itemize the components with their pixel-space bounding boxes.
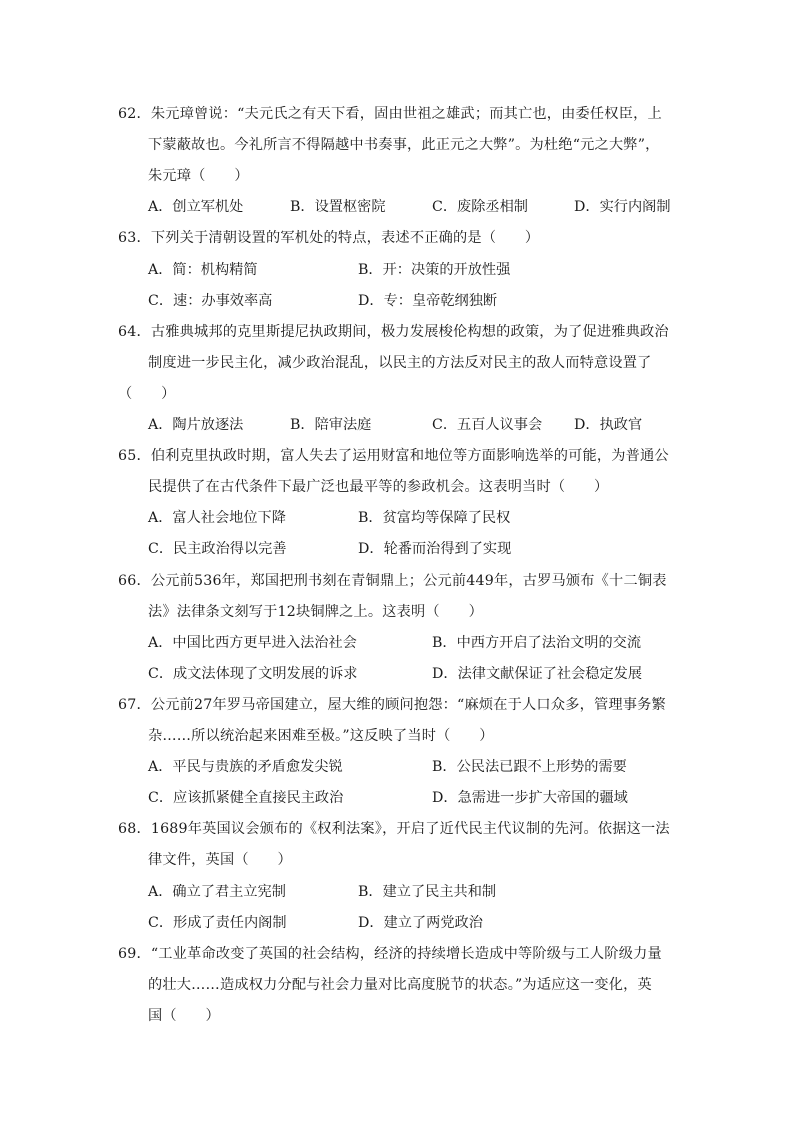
option-A[interactable]: A．平民与贵族的矛盾愈发尖锐 (148, 759, 343, 775)
option-B[interactable]: B．贫富均等保障了民权 (358, 510, 511, 526)
question-text-line: 杂……所以统治起来困难至极。”这反映了当时（ ） (148, 728, 494, 744)
option-C[interactable]: C．应该抓紧健全直接民主政治 (148, 790, 344, 806)
question-text-line: 制度进一步民主化，减少政治混乱，以民主的方法反对民主的敌人而特意设置了 (148, 355, 652, 371)
question-text-line: 下蒙蔽故也。今礼所言不得隔越中书奏事，此正元之大弊”。为杜绝“元之大弊”， (148, 137, 660, 153)
option-B[interactable]: B．建立了民主共和制 (358, 884, 497, 900)
question-text-line: 法》法律条文刻写于12块铜牌之上。这表明（ ） (148, 604, 483, 620)
option-B[interactable]: B．设置枢密院 (290, 199, 386, 215)
question-text-line: 67．公元前27年罗马帝国建立，屋大维的顾问抱怨：“麻烦在于人口众多，管理事务繁 (118, 697, 666, 713)
option-D[interactable]: D．执政官 (574, 417, 643, 433)
option-A[interactable]: A．确立了君主立宪制 (148, 884, 286, 900)
option-D[interactable]: D．轮番而治得到了实现 (358, 541, 512, 557)
question-text-line: 的壮大……造成权力分配与社会力量对比高度脱节的状态。”为适应这一变化，英 (148, 977, 652, 993)
question-text-line: 律文件，英国（ ） (148, 852, 292, 868)
option-C[interactable]: C．五百人议事会 (432, 417, 543, 433)
question-text-line: 69．“工业革命改变了英国的社会结构，经济的持续增长造成中等阶级与工人阶级力量 (118, 946, 662, 962)
question-text-line: 62．朱元璋曾说：“夫元氏之有天下看，固由世祖之雄武；而其亡也，由委任权臣，上 (118, 106, 662, 122)
option-C[interactable]: C．民主政治得以完善 (148, 541, 287, 557)
option-A[interactable]: A．简：机构精简 (148, 262, 258, 278)
question-text-line: 朱元璋（ ） (148, 168, 249, 184)
option-C[interactable]: C．形成了责任内阁制 (148, 915, 287, 931)
option-D[interactable]: D．法律文献保证了社会稳定发展 (432, 666, 643, 682)
option-C[interactable]: C．成文法体现了文明发展的诉求 (148, 666, 358, 682)
question-text-line: 民提供了在古代条件下最广泛也最平等的参政机会。这表明当时（ ） (148, 479, 609, 495)
option-A[interactable]: A．富人社会地位下降 (148, 510, 286, 526)
option-B[interactable]: B．中西方开启了法治文明的交流 (432, 635, 642, 651)
question-text-line: 64．古雅典城邦的克里斯提尼执政期间，极力发展梭伦构想的政策，为了促进雅典政治 (118, 324, 669, 340)
option-D[interactable]: D．急需进一步扩大帝国的疆域 (432, 790, 628, 806)
option-A[interactable]: A．创立军机处 (148, 199, 244, 215)
question-text-line: （ ） (118, 386, 176, 402)
question-text-line: 63．下列关于清朝设置的军机处的特点，表述不正确的是（ ） (118, 230, 540, 246)
question-text-line: 68．1689年英国议会颁布的《权利法案》，开启了近代民主代议制的先河。依据这一法 (118, 821, 670, 837)
question-text-line: 国（ ） (148, 1008, 220, 1024)
option-D[interactable]: D．专：皇帝乾纲独断 (358, 293, 498, 309)
option-A[interactable]: A．陶片放逐法 (148, 417, 244, 433)
question-text-line: 66．公元前536年，郑国把刑书刻在青铜鼎上；公元前449年，古罗马颁布《十二铜表 (118, 573, 667, 589)
option-A[interactable]: A．中国比西方更早进入法治社会 (148, 635, 357, 651)
option-B[interactable]: B．公民法已跟不上形势的需要 (432, 759, 627, 775)
option-D[interactable]: D．建立了两党政治 (358, 915, 483, 931)
option-B[interactable]: B．开：决策的开放性强 (358, 262, 511, 278)
question-text-line: 65．伯利克里执政时期，富人失去了运用财富和地位等方面影响选举的可能，为普通公 (118, 448, 669, 464)
option-B[interactable]: B．陪审法庭 (290, 417, 372, 433)
option-C[interactable]: C．废除丞相制 (432, 199, 528, 215)
option-C[interactable]: C．速：办事效率高 (148, 293, 273, 309)
option-D[interactable]: D．实行内阁制 (574, 199, 671, 215)
